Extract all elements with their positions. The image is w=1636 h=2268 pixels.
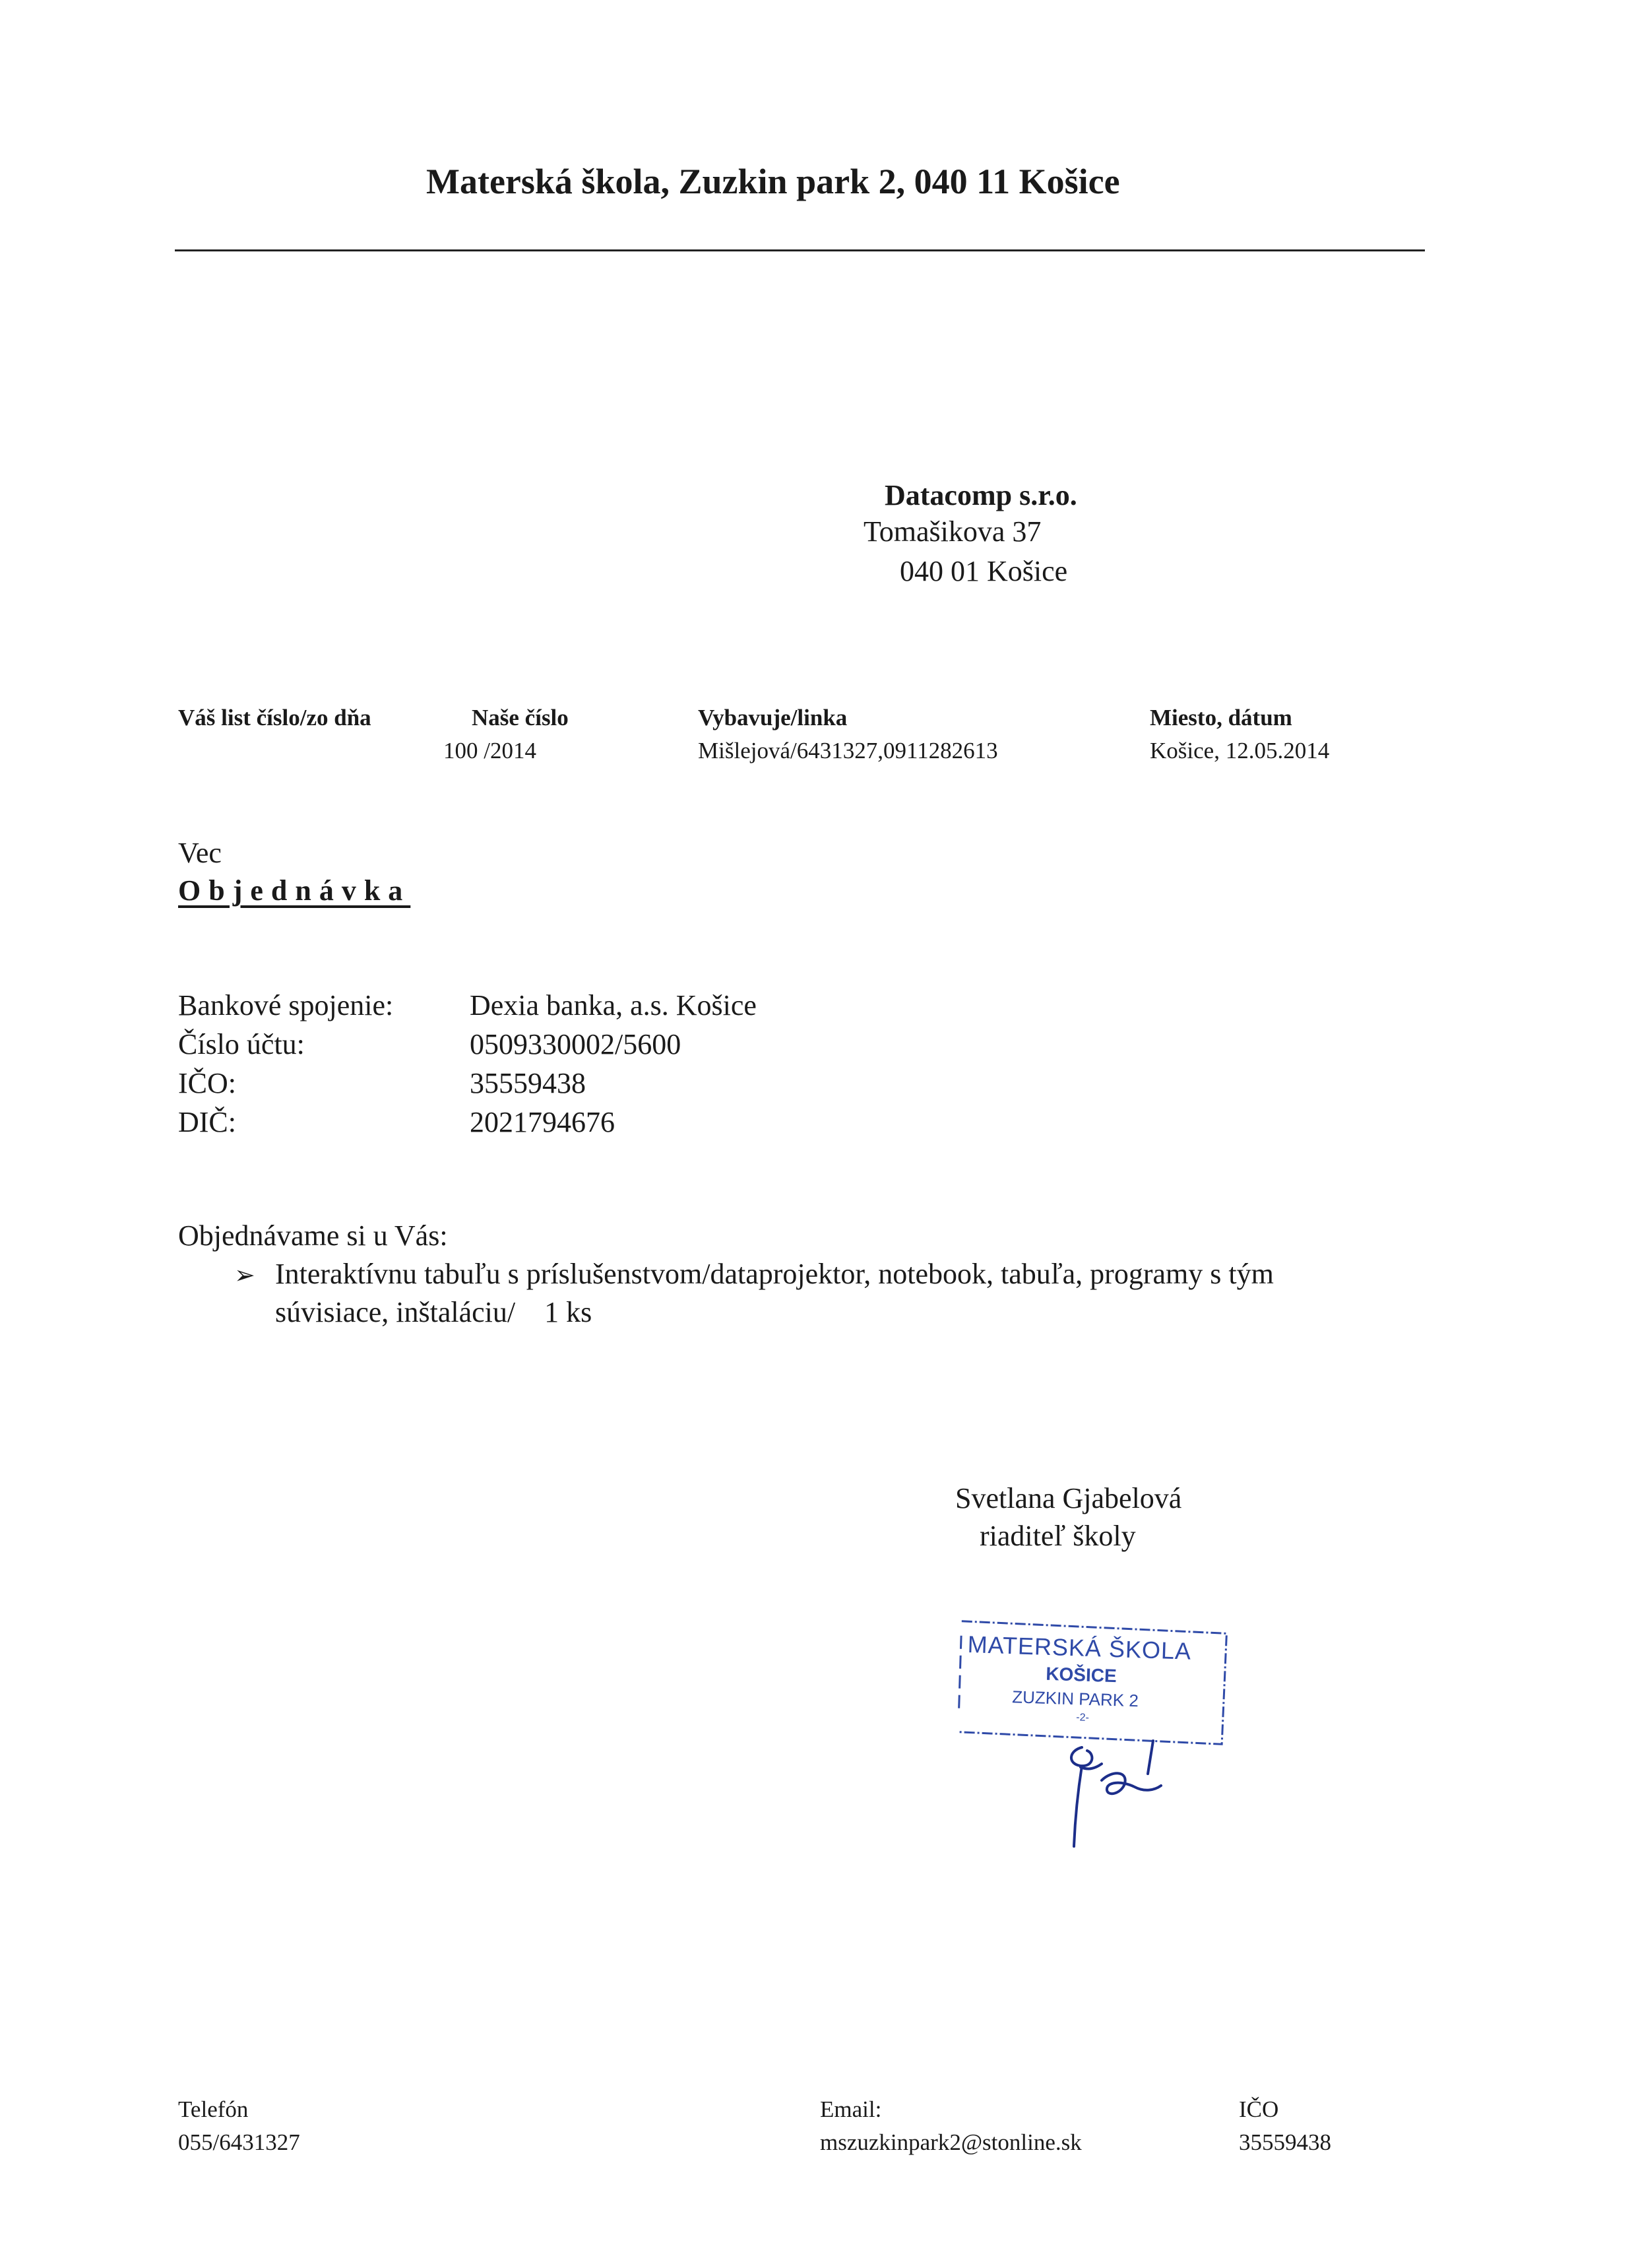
footer-email	[820, 2093, 1082, 2159]
subject-value: Objednávka	[178, 874, 411, 907]
recipient-street: Tomašikova 37	[864, 515, 1042, 548]
bank-row	[178, 1025, 757, 1064]
signatory-role: riaditeľ školy	[980, 1520, 1136, 1552]
recipient-city: 040 01 Košice	[900, 555, 1068, 587]
order-item-line1: Interaktívnu tabuľu s príslušenstvom/dataprojektor, notebook, tabuľa, programy s tým	[275, 1258, 1274, 1290]
bank-row-label: IČO:	[178, 1067, 236, 1099]
footer-email-value: mszuzkinpark2@stonline.sk	[820, 2129, 1082, 2155]
bank-row	[178, 986, 757, 1025]
footer-phone-label: Telefón	[178, 2096, 249, 2122]
order-item-line2-text: súvisiace, inštaláciu/	[275, 1296, 516, 1328]
footer-phone-value: 055/6431327	[178, 2129, 300, 2155]
bank-row	[178, 1064, 757, 1103]
header-divider	[175, 249, 1425, 251]
subject-label: Vec	[178, 837, 222, 869]
bank-row-label: DIČ:	[178, 1106, 236, 1138]
footer-ico	[1239, 2093, 1331, 2159]
footer-phone	[178, 2093, 300, 2159]
bank-row-label: Číslo účtu:	[178, 1028, 305, 1060]
signatory-name: Svetlana Gjabelová	[955, 1482, 1182, 1514]
bank-details	[178, 986, 757, 1142]
footer-ico-label: IČO	[1239, 2096, 1279, 2122]
bank-row-value: 2021794676	[470, 1106, 615, 1138]
handwritten-signature	[1055, 1734, 1168, 1850]
bank-row	[178, 1103, 757, 1142]
school-stamp	[951, 1615, 1232, 1748]
stamp-line2: KOŠICE	[1045, 1663, 1117, 1687]
ref-place-date-label: Miesto, dátum	[1150, 705, 1292, 730]
stamp-line4: -2-	[1076, 1712, 1090, 1724]
recipient-company: Datacomp s.r.o.	[885, 479, 1077, 511]
order-item	[234, 1255, 1274, 1332]
order-intro: Objednávame si u Vás:	[178, 1219, 448, 1252]
ref-handled-by-value: Mišlejová/6431327,0911282613	[698, 738, 998, 763]
ref-place-date-value: Košice, 12.05.2014	[1150, 738, 1330, 763]
ref-your-letter-label: Váš list číslo/zo dňa	[178, 705, 371, 730]
arrow-bullet-icon: ➢	[234, 1262, 255, 1289]
footer-email-label: Email:	[820, 2096, 882, 2122]
ref-handled-by-label: Vybavuje/linka	[698, 705, 848, 730]
bank-row-value: 35559438	[470, 1067, 586, 1099]
document-title: Materská škola, Zuzkin park 2, 040 11 Košice	[426, 162, 1120, 201]
order-item-quantity: 1 ks	[544, 1296, 592, 1328]
stamp-line3: ZUZKIN PARK 2	[1011, 1687, 1139, 1711]
order-item-text	[275, 1255, 1274, 1332]
ref-our-number-label: Naše číslo	[472, 705, 569, 730]
stamp-line1: MATERSKÁ ŠKOLA	[967, 1631, 1192, 1665]
order-item-line2	[275, 1293, 1274, 1332]
bank-row-value: 0509330002/5600	[470, 1028, 681, 1060]
bank-row-label: Bankové spojenie:	[178, 989, 394, 1021]
ref-our-number-value: 100 /2014	[443, 738, 536, 763]
bank-row-value: Dexia banka, a.s. Košice	[470, 989, 757, 1021]
footer-ico-value: 35559438	[1239, 2129, 1331, 2155]
